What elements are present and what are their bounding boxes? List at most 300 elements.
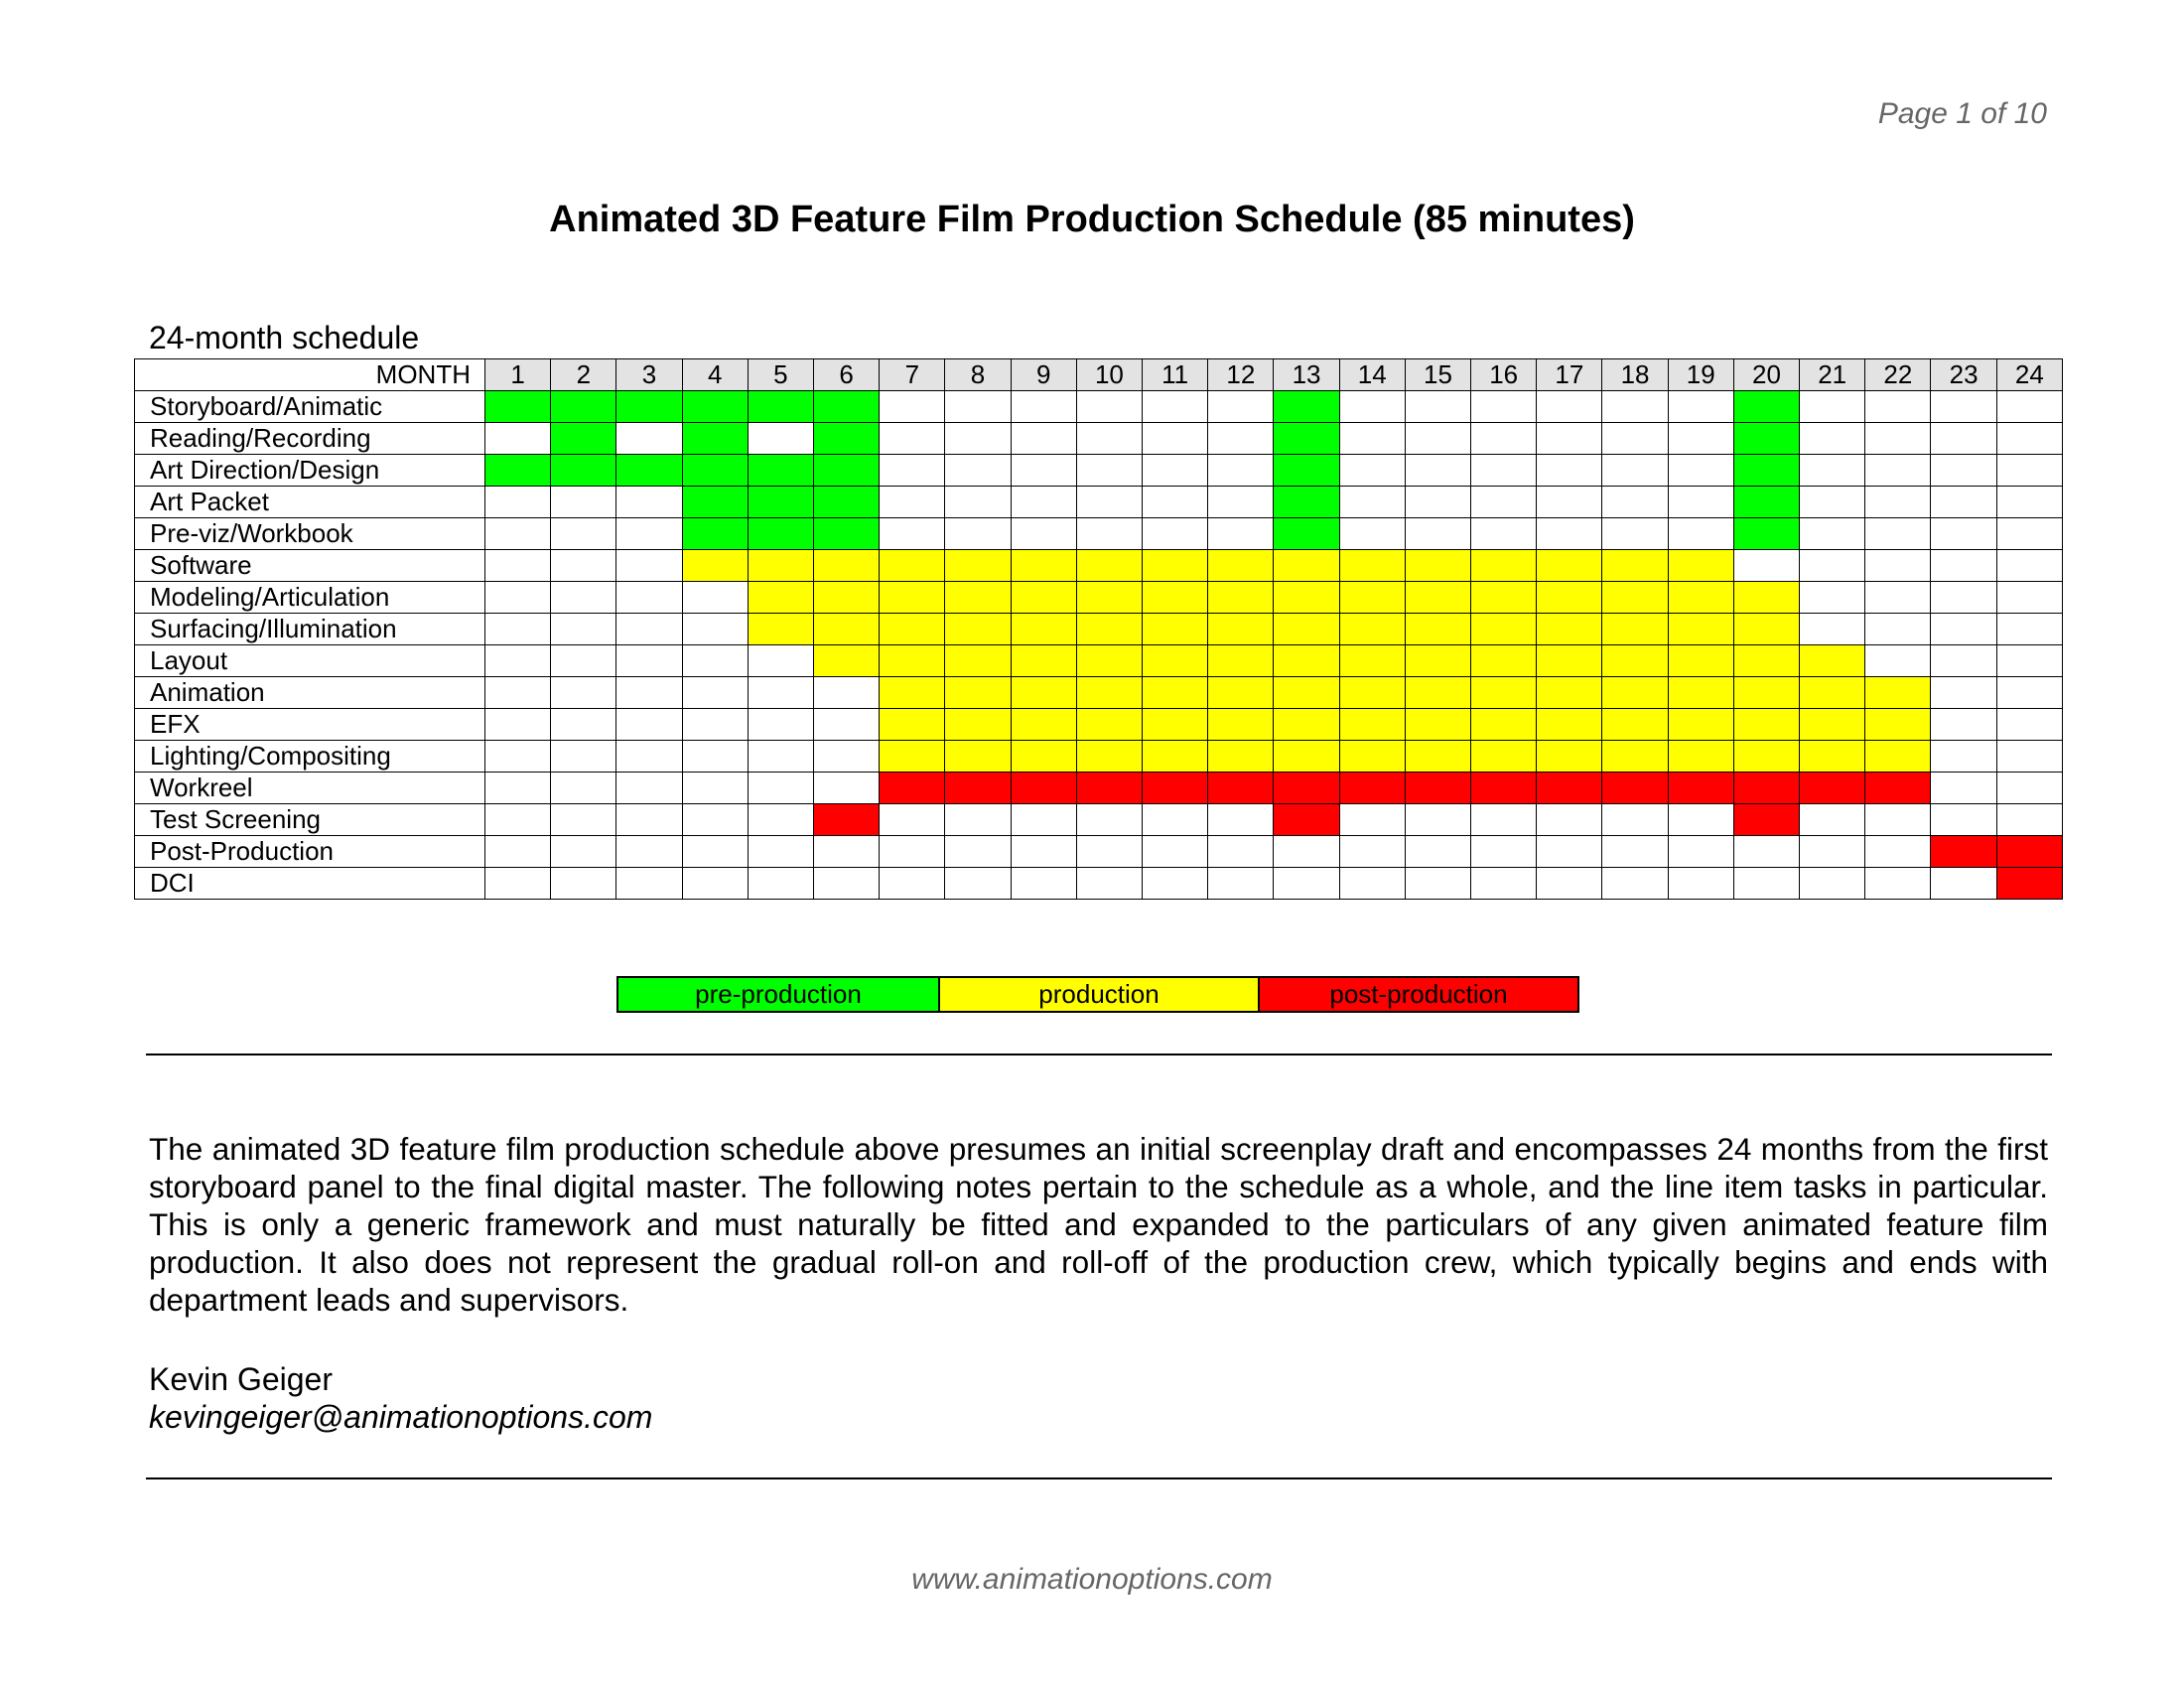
task-row [135,773,2063,804]
task-label: Pre-viz/Workbook [135,518,485,550]
schedule-cell-empty [1471,836,1537,868]
month-header-cell: 4 [682,359,748,391]
schedule-cell-prod [880,614,945,645]
schedule-cell-empty [1537,836,1602,868]
schedule-cell-empty [1471,518,1537,550]
schedule-cell-empty [1208,487,1274,518]
schedule-cell-empty [814,741,880,773]
schedule-cell-prod [1011,741,1076,773]
schedule-cell-empty [1537,391,1602,423]
schedule-cell-prod [1143,645,1208,677]
schedule-cell-prod [1537,614,1602,645]
schedule-cell-empty [551,550,616,582]
schedule-cell-empty [945,455,1011,487]
schedule-cell-empty [1865,868,1931,900]
schedule-cell-prod [814,550,880,582]
schedule-cell-empty [1865,550,1931,582]
schedule-cell-prod [880,645,945,677]
schedule-cell-empty [748,741,813,773]
schedule-cell-prod [1143,614,1208,645]
schedule-cell-empty [616,518,682,550]
schedule-cell-pre [682,487,748,518]
schedule-cell-prod [1537,645,1602,677]
schedule-cell-pre [814,423,880,455]
schedule-cell-empty [1602,518,1668,550]
schedule-cell-empty [1931,773,1996,804]
schedule-cell-prod [880,741,945,773]
month-header-cell: 22 [1865,359,1931,391]
schedule-cell-empty [748,804,813,836]
schedule-cell-prod [1405,741,1470,773]
schedule-cell-empty [1208,518,1274,550]
schedule-cell-post [1405,773,1470,804]
month-header-cell: 24 [1996,359,2062,391]
schedule-cell-prod [1537,550,1602,582]
schedule-cell-empty [1602,423,1668,455]
schedule-cell-empty [945,836,1011,868]
task-row [135,645,2063,677]
schedule-cell-prod [1668,709,1733,741]
month-header-row [135,359,2063,391]
schedule-cell-empty [682,677,748,709]
schedule-cell-prod [1011,645,1076,677]
schedule-cell-empty [945,804,1011,836]
schedule-cell-pre [1733,391,1799,423]
schedule-cell-empty [1011,518,1076,550]
schedule-cell-prod [1733,645,1799,677]
schedule-cell-empty [616,868,682,900]
schedule-cell-prod [880,709,945,741]
schedule-cell-empty [1800,868,1865,900]
schedule-cell-prod [1076,550,1142,582]
schedule-cell-empty [485,868,551,900]
schedule-cell-empty [1339,518,1405,550]
schedule-cell-empty [1339,391,1405,423]
schedule-cell-empty [1076,836,1142,868]
month-header-cell: 6 [814,359,880,391]
month-header-cell: 11 [1143,359,1208,391]
schedule-cell-empty [485,645,551,677]
schedule-cell-pre [814,391,880,423]
schedule-cell-prod [1011,550,1076,582]
task-label: Art Packet [135,487,485,518]
schedule-cell-prod [1143,741,1208,773]
schedule-cell-pre [748,487,813,518]
legend-item-pre: pre-production [618,978,938,1011]
schedule-cell-prod [1208,645,1274,677]
schedule-cell-empty [1602,804,1668,836]
schedule-cell-post [1208,773,1274,804]
schedule-cell-empty [1208,391,1274,423]
schedule-cell-empty [1471,423,1537,455]
schedule-cell-empty [682,773,748,804]
schedule-cell-empty [1931,677,1996,709]
schedule-cell-empty [1011,868,1076,900]
schedule-cell-empty [1339,487,1405,518]
schedule-cell-empty [551,773,616,804]
schedule-cell-prod [1339,550,1405,582]
schedule-cell-post [1274,773,1339,804]
schedule-cell-prod [1537,741,1602,773]
month-header-cell: 20 [1733,359,1799,391]
schedule-cell-empty [1865,645,1931,677]
schedule-cell-empty [1800,550,1865,582]
schedule-cell-prod [1143,582,1208,614]
schedule-cell-prod [945,582,1011,614]
month-header-cell: 19 [1668,359,1733,391]
schedule-cell-prod [814,582,880,614]
schedule-cell-empty [1996,614,2062,645]
schedule-cell-prod [1339,677,1405,709]
schedule-cell-prod [1602,709,1668,741]
schedule-cell-post [1996,868,2062,900]
author-name: Kevin Geiger [149,1361,333,1397]
schedule-cell-prod [1733,741,1799,773]
schedule-cell-empty [1931,868,1996,900]
task-row [135,423,2063,455]
schedule-cell-empty [1208,455,1274,487]
schedule-cell-prod [1602,677,1668,709]
schedule-cell-empty [1471,391,1537,423]
schedule-cell-pre [616,455,682,487]
schedule-cell-prod [1208,550,1274,582]
schedule-cell-empty [945,487,1011,518]
schedule-cell-empty [485,741,551,773]
schedule-cell-empty [616,582,682,614]
schedule-cell-empty [1996,677,2062,709]
schedule-cell-empty [1274,836,1339,868]
schedule-cell-empty [945,423,1011,455]
month-header-cell: 9 [1011,359,1076,391]
schedule-cell-empty [1011,804,1076,836]
schedule-cell-empty [1143,455,1208,487]
schedule-cell-prod [1471,677,1537,709]
schedule-cell-prod [1339,741,1405,773]
schedule-cell-empty [1537,423,1602,455]
schedule-caption: 24-month schedule [149,320,420,355]
schedule-table [134,358,2063,900]
schedule-cell-empty [1931,804,1996,836]
schedule-cell-empty [945,391,1011,423]
schedule-cell-empty [1143,423,1208,455]
legend-item-prod: production [938,978,1258,1011]
schedule-cell-pre [1274,455,1339,487]
schedule-cell-post [1931,836,1996,868]
schedule-cell-prod [945,550,1011,582]
schedule-cell-pre [682,391,748,423]
schedule-cell-empty [1800,455,1865,487]
schedule-cell-prod [814,614,880,645]
schedule-cell-empty [551,868,616,900]
schedule-cell-prod [1274,582,1339,614]
schedule-cell-prod [1471,582,1537,614]
schedule-cell-empty [1405,455,1470,487]
schedule-cell-post [1076,773,1142,804]
schedule-cell-empty [1931,614,1996,645]
schedule-cell-empty [1011,487,1076,518]
schedule-cell-empty [1143,518,1208,550]
schedule-cell-prod [1011,709,1076,741]
task-label: Software [135,550,485,582]
task-label: EFX [135,709,485,741]
schedule-cell-empty [682,645,748,677]
schedule-cell-empty [880,391,945,423]
schedule-cell-prod [748,582,813,614]
phase-legend [616,976,1579,1013]
schedule-cell-empty [1996,518,2062,550]
schedule-cell-empty [1931,741,1996,773]
schedule-cell-empty [1865,487,1931,518]
task-label: Surfacing/Illumination [135,614,485,645]
schedule-cell-prod [1208,709,1274,741]
schedule-cell-pre [485,391,551,423]
schedule-cell-empty [1800,836,1865,868]
task-label: Test Screening [135,804,485,836]
schedule-cell-empty [1602,391,1668,423]
schedule-cell-pre [485,455,551,487]
schedule-cell-empty [1800,614,1865,645]
schedule-cell-empty [485,836,551,868]
schedule-cell-empty [1800,391,1865,423]
schedule-cell-pre [748,391,813,423]
schedule-cell-empty [1996,773,2062,804]
schedule-cell-empty [1076,518,1142,550]
schedule-cell-empty [551,804,616,836]
schedule-cell-empty [880,455,945,487]
task-row [135,391,2063,423]
task-label: Post-Production [135,836,485,868]
task-label: Storyboard/Animatic [135,391,485,423]
schedule-cell-prod [945,741,1011,773]
schedule-cell-empty [1405,804,1470,836]
schedule-cell-empty [1537,455,1602,487]
month-header-cell: 21 [1800,359,1865,391]
task-row [135,836,2063,868]
schedule-cell-empty [945,518,1011,550]
schedule-cell-prod [1208,614,1274,645]
schedule-cell-empty [1668,391,1733,423]
schedule-cell-prod [880,677,945,709]
schedule-cell-empty [748,423,813,455]
task-label: Art Direction/Design [135,455,485,487]
schedule-cell-empty [551,614,616,645]
schedule-cell-empty [880,518,945,550]
month-header-cell: 18 [1602,359,1668,391]
schedule-cell-empty [616,741,682,773]
schedule-cell-post [1733,804,1799,836]
schedule-cell-empty [1208,423,1274,455]
schedule-cell-prod [1471,741,1537,773]
schedule-cell-empty [1996,741,2062,773]
schedule-cell-empty [1865,455,1931,487]
schedule-cell-prod [1011,614,1076,645]
schedule-cell-empty [1931,709,1996,741]
schedule-cell-empty [485,550,551,582]
month-header-cell: 1 [485,359,551,391]
schedule-cell-prod [1076,614,1142,645]
month-header-cell: 17 [1537,359,1602,391]
schedule-cell-empty [1143,868,1208,900]
schedule-cell-empty [1800,518,1865,550]
schedule-cell-empty [551,741,616,773]
month-header-cell: 15 [1405,359,1470,391]
schedule-cell-empty [1471,868,1537,900]
schedule-cell-empty [1865,391,1931,423]
schedule-cell-empty [880,836,945,868]
task-row [135,677,2063,709]
schedule-cell-pre [1733,455,1799,487]
schedule-cell-post [1274,804,1339,836]
schedule-cell-empty [616,804,682,836]
schedule-cell-prod [1011,582,1076,614]
schedule-cell-empty [1931,550,1996,582]
task-label: Animation [135,677,485,709]
schedule-cell-prod [1011,677,1076,709]
schedule-cell-empty [1996,709,2062,741]
schedule-cell-empty [1537,804,1602,836]
schedule-cell-pre [682,518,748,550]
schedule-cell-prod [945,614,1011,645]
schedule-cell-empty [1602,455,1668,487]
schedule-cell-prod [1537,709,1602,741]
schedule-cell-prod [1143,677,1208,709]
schedule-cell-prod [1076,645,1142,677]
schedule-cell-empty [682,836,748,868]
schedule-cell-pre [1274,423,1339,455]
schedule-cell-prod [1339,614,1405,645]
schedule-cell-post [1996,836,2062,868]
schedule-cell-empty [1733,550,1799,582]
schedule-cell-empty [748,645,813,677]
schedule-cell-prod [1405,582,1470,614]
task-label: DCI [135,868,485,900]
schedule-cell-empty [1668,836,1733,868]
schedule-cell-empty [1011,423,1076,455]
schedule-cell-prod [1602,614,1668,645]
schedule-cell-empty [748,836,813,868]
schedule-cell-empty [616,614,682,645]
schedule-cell-empty [748,677,813,709]
schedule-cell-empty [814,709,880,741]
month-header-cell: 7 [880,359,945,391]
schedule-cell-empty [1076,868,1142,900]
schedule-cell-empty [1143,836,1208,868]
schedule-cell-prod [1274,677,1339,709]
schedule-cell-empty [485,518,551,550]
schedule-cell-empty [1865,518,1931,550]
schedule-cell-empty [485,487,551,518]
schedule-cell-prod [1143,709,1208,741]
schedule-cell-empty [1011,836,1076,868]
schedule-cell-empty [1208,868,1274,900]
schedule-cell-prod [1471,614,1537,645]
schedule-cell-prod [1800,709,1865,741]
schedule-cell-prod [1865,741,1931,773]
schedule-cell-empty [1471,804,1537,836]
schedule-cell-empty [880,487,945,518]
schedule-cell-empty [880,804,945,836]
schedule-cell-prod [880,582,945,614]
schedule-cell-empty [1996,487,2062,518]
schedule-cell-empty [1996,804,2062,836]
schedule-cell-prod [1471,709,1537,741]
schedule-cell-empty [1668,455,1733,487]
schedule-cell-pre [682,423,748,455]
schedule-cell-empty [748,868,813,900]
schedule-cell-empty [682,804,748,836]
month-header-cell: 10 [1076,359,1142,391]
schedule-cell-empty [814,677,880,709]
schedule-cell-empty [616,550,682,582]
schedule-cell-prod [1602,645,1668,677]
schedule-cell-prod [1339,709,1405,741]
schedule-cell-prod [682,550,748,582]
month-header-cell: 3 [616,359,682,391]
schedule-cell-empty [485,423,551,455]
schedule-cell-post [1733,773,1799,804]
schedule-cell-empty [1996,423,2062,455]
schedule-cell-empty [1931,423,1996,455]
schedule-cell-pre [814,487,880,518]
schedule-cell-empty [1208,836,1274,868]
schedule-cell-pre [1733,487,1799,518]
schedule-cell-prod [1405,645,1470,677]
schedule-cell-prod [945,709,1011,741]
schedule-cell-empty [1996,391,2062,423]
schedule-cell-empty [1931,645,1996,677]
task-label: Lighting/Compositing [135,741,485,773]
schedule-cell-empty [616,645,682,677]
schedule-cell-empty [880,423,945,455]
schedule-cell-empty [485,677,551,709]
schedule-cell-empty [682,741,748,773]
schedule-cell-prod [748,550,813,582]
schedule-cell-empty [485,804,551,836]
schedule-cell-prod [1537,677,1602,709]
schedule-cell-post [1602,773,1668,804]
schedule-cell-prod [1668,614,1733,645]
schedule-cell-prod [1865,677,1931,709]
schedule-cell-post [1143,773,1208,804]
schedule-cell-empty [1143,487,1208,518]
schedule-cell-empty [616,836,682,868]
schedule-cell-empty [551,677,616,709]
schedule-cell-prod [1076,582,1142,614]
schedule-cell-empty [1405,868,1470,900]
schedule-cell-empty [1339,868,1405,900]
task-row [135,614,2063,645]
schedule-cell-prod [1471,645,1537,677]
schedule-cell-prod [1865,709,1931,741]
month-header-cell: 2 [551,359,616,391]
schedule-cell-prod [1602,582,1668,614]
schedule-cell-empty [682,614,748,645]
schedule-cell-empty [551,518,616,550]
schedule-cell-empty [1208,804,1274,836]
schedule-cell-prod [1208,582,1274,614]
schedule-cell-empty [1865,836,1931,868]
schedule-cell-pre [551,455,616,487]
task-row [135,709,2063,741]
task-row [135,518,2063,550]
schedule-cell-empty [814,868,880,900]
schedule-cell-pre [748,518,813,550]
schedule-cell-empty [551,582,616,614]
schedule-cell-empty [485,773,551,804]
schedule-cell-prod [880,550,945,582]
schedule-cell-empty [1996,582,2062,614]
schedule-cell-post [880,773,945,804]
